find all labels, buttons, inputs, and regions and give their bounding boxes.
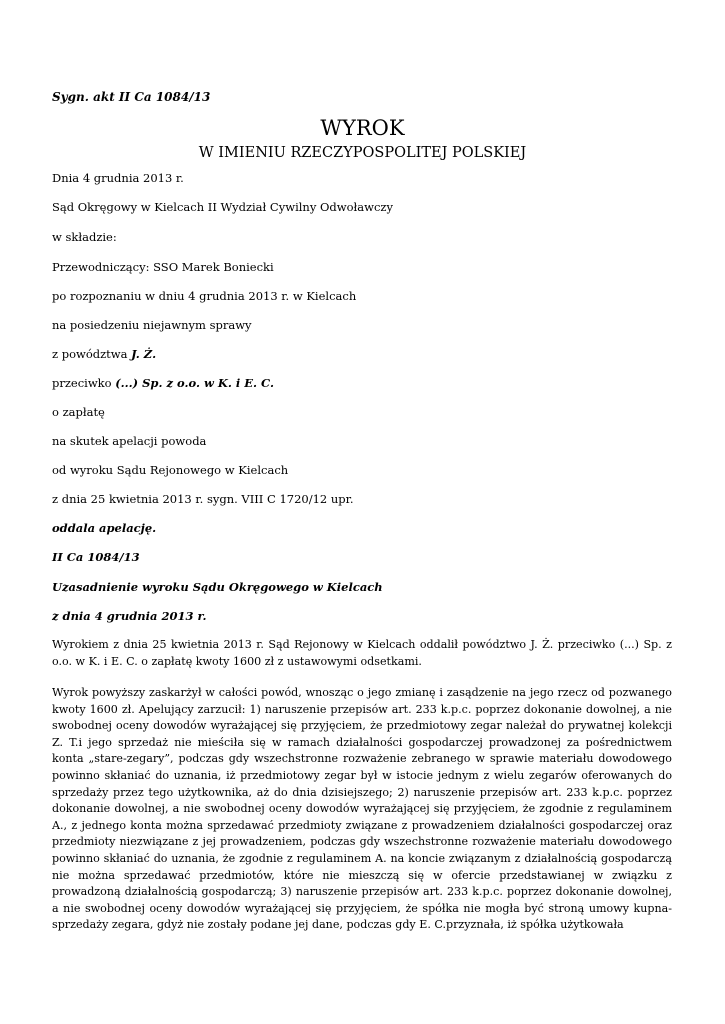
lower-court-judgment-date: z dnia 25 kwietnia 2013 r. sygn. VIII C 1720/12 upr. [52,492,354,506]
appeal-info: na skutek apelacji powoda [52,434,207,448]
justification-heading: Uzasadnienie wyroku Sądu Okręgowego w Kielcach [52,580,383,594]
lower-court-judgment: od wyroku Sądu Rejonowego w Kielcach [52,463,289,477]
plaintiff-prefix: z powództwa [52,347,132,361]
plaintiff-line [52,347,156,361]
hearing-info: po rozpoznaniu w dniu 4 grudnia 2013 r. w Kielcach [52,289,357,303]
justification-date: z dnia 4 grudnia 2013 r. [52,609,207,623]
case-signature: Sygn. akt II Ca 1084/13 [52,90,211,104]
ruling: oddala apelację. [52,521,157,535]
document-subtitle: W IMIENIU RZECZYPOSPOLITEJ POLSKIEJ [198,145,527,161]
defendant-prefix: przeciwko [52,376,116,390]
document-title: WYROK [320,116,405,140]
plaintiff-name: J. Ż. [131,347,157,361]
case-subject: o zapłatę [52,405,105,419]
judgment-date: Dnia 4 grudnia 2013 r. [52,171,184,185]
session-info: na posiedzeniu niejawnym sprawy [52,318,252,332]
justification-case-number: II Ca 1084/13 [52,550,140,564]
justification-paragraph-2: Wyrok powyższy zaskarżył w całości powód, wnosząc o jego zmianę i zasądzenie na jego rzecz od pozwanego kwoty 1600 zł. Apelujący zarzucił: 1) naruszenie przepisów art. 233 k.p.c. poprzez dokonanie dowolnej, a nie swobodnej oceny dowodów wyrażającej się przyjęciem, że przedmiotowy zegar należał do prywatnej kolekcji Z. T.i jego sprzedaż nie mieściła się w ramach działalności gospodarczej prowadzonej za pośrednictwem konta „stare-zegary”, podczas gdy wszechstronne rozważenie zebranego w sprawie materiału dowodowego powinno skłaniać do uznania, iż przedmiotowy zegar był w istocie jednym z wielu zegarów oferowanych do sprzedaży przez tego użytkownika, aż do dnia dzisiejszego; 2) naruszenie przepisów art. 233 k.p.c. poprzez dokonanie dowolnej, a nie swobodnej oceny dowodów wyrażającej się przyjęciem, że zgodnie z regulaminem A., z jednego konta można sprzedawać przedmioty związane z prowadzeniem działalności gospodarczej oraz przedmioty niezwiązane z jej prowadzeniem, podczas gdy wszechstronne rozważenie materiału dowodowego powinno skłaniać do uznania, że zgodnie z regulaminem A. na koncie związanym z działalnością gospodarczą nie można sprzedawać przedmiotów, które nie mieszczą się w ofercie przedstawianej w związku z prowadzoną działalnością gospodarczą; 3) naruszenie przepisów art. 233 k.p.c. poprzez dokonanie dowolnej, a nie swobodnej oceny dowodów wyrażającej się przyjęciem, że spółka nie mogła być stroną umowy kupna-sprzedaży zegara, gdyż nie zostały podane jej dane, podczas gdy E. C.przyznała, iż spółka użytkowała [52,686,672,932]
composition-label: w składzie: [52,230,117,244]
justification-paragraph-1: Wyrokiem z dnia 25 kwietnia 2013 r. Sąd Rejonowy w Kielcach oddalił powództwo J. Ż. przeciwko (...) Sp. z o.o. w K. i E. C. o zapłatę kwoty 1600 zł z ustawowymi odsetkami. [52,638,672,668]
court-name: Sąd Okręgowy w Kielcach II Wydział Cywilny Odwoławczy [52,200,393,214]
defendant-line [52,376,274,390]
presiding-judge: Przewodniczący: SSO Marek Boniecki [52,260,274,274]
defendant-name: (...) Sp. z o.o. w K. i E. C. [115,376,274,390]
